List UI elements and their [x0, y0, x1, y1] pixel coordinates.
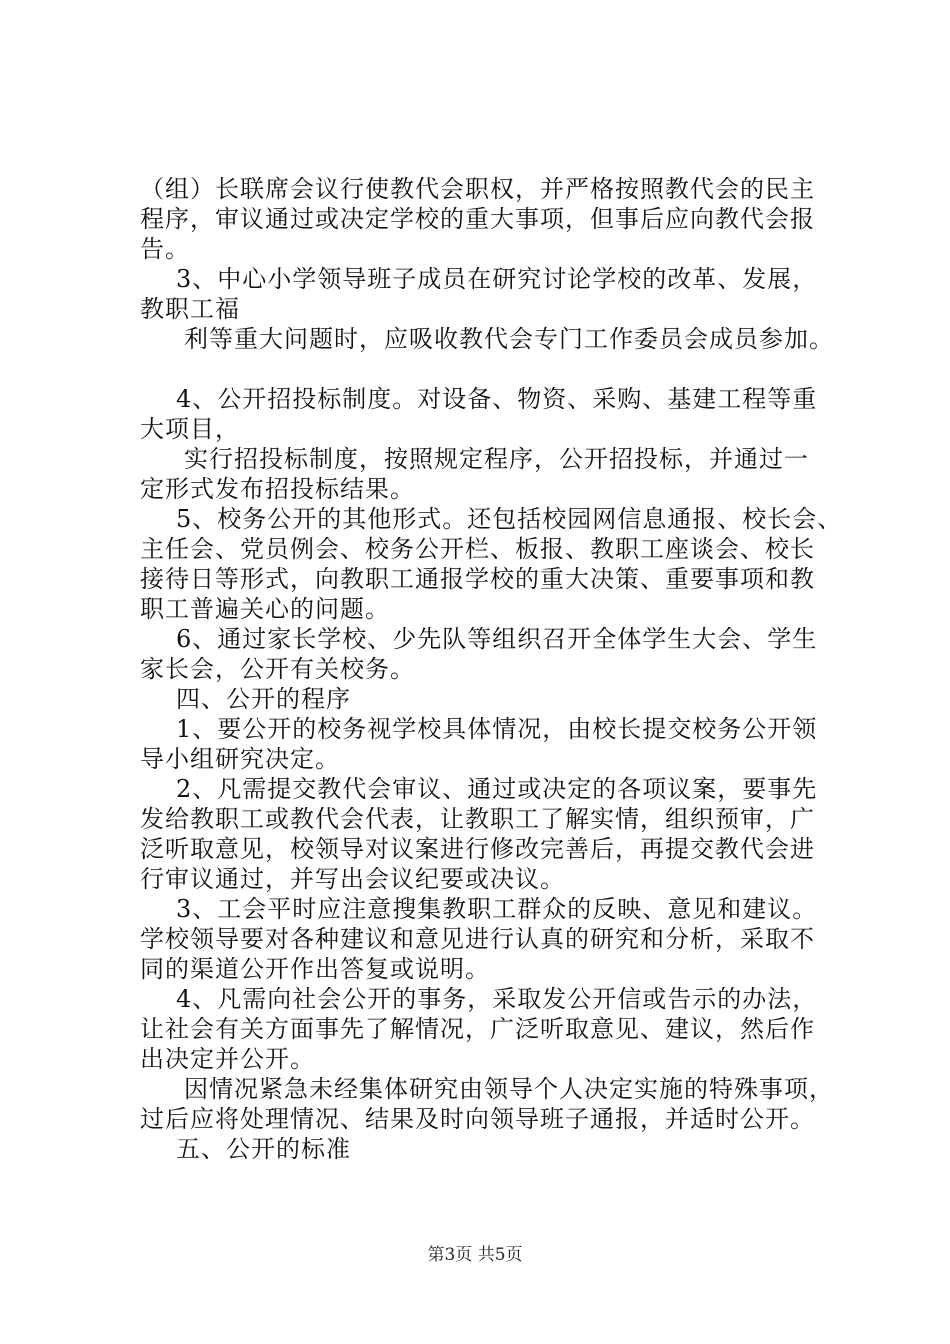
document-body [140, 174, 843, 1164]
text-line: 大项目， [140, 415, 240, 443]
text-line: 6、通过家长学校、少先队等组织召开全体学生大会、学生 [176, 625, 818, 653]
text-line: 职工普遍关心的问题。 [140, 595, 390, 623]
text-line: 过后应将处理情况、结果及时向领导班子通报，并适时公开。 [140, 1105, 815, 1133]
text-line: 3、中心小学领导班子成员在研究讨论学校的改革、发展， [176, 265, 818, 293]
text-line: 接待日等形式，向教职工通报学校的重大决策、重要事项和教 [140, 565, 815, 593]
text-line: 1、要公开的校务视学校具体情况，由校长提交校务公开领 [176, 715, 818, 743]
text-line: 同的渠道公开作出答复或说明。 [140, 955, 490, 983]
text-line: 主任会、党员例会、校务公开栏、板报、教职工座谈会、校长 [140, 535, 815, 563]
text-line: 家长会，公开有关校务。 [140, 655, 415, 683]
text-line: 程序，审议通过或决定学校的重大事项，但事后应向教代会报 [140, 205, 815, 233]
page-footer [0, 1244, 950, 1266]
text-line: 出决定并公开。 [140, 1045, 315, 1073]
section-heading: 五、公开的标准 [176, 1135, 351, 1163]
text-line: 行审议通过，并写出会议纪要或决议。 [140, 865, 565, 893]
text-line: 学校领导要对各种建议和意见进行认真的研究和分析，采取不 [140, 925, 815, 953]
page-number: 第3页 共5页 [427, 1245, 523, 1265]
text-line: 教职工福 [140, 295, 240, 323]
section-heading: 四、公开的程序 [176, 685, 351, 713]
text-line: 4、凡需向社会公开的事务，采取发公开信或告示的办法， [176, 985, 818, 1013]
text-line: 5、校务公开的其他形式。还包括校园网信息通报、校长会、 [176, 505, 843, 533]
text-line: 导小组研究决定。 [140, 745, 340, 773]
text-line: 泛听取意见，校领导对议案进行修改完善后，再提交教代会进 [140, 835, 815, 863]
text-line: 利等重大问题时，应吸收教代会专门工作委员会成员参加。 [184, 325, 834, 353]
text-line: 因情况紧急未经集体研究由领导个人决定实施的特殊事项， [184, 1075, 834, 1103]
text-line: 让社会有关方面事先了解情况，广泛听取意见、建议，然后作 [140, 1015, 815, 1043]
text-line: 实行招投标制度，按照规定程序，公开招投标，并通过一 [184, 445, 809, 473]
paragraph-gap [140, 354, 830, 384]
text-line: 4、公开招投标制度。对设备、物资、采购、基建工程等重 [176, 385, 818, 413]
text-line: 告。 [140, 235, 190, 263]
text-line: 定形式发布招投标结果。 [140, 475, 415, 503]
text-line: 2、凡需提交教代会审议、通过或决定的各项议案，要事先 [176, 775, 818, 803]
text-line: 发给教职工或教代会代表，让教职工了解实情，组织预审，广 [140, 805, 815, 833]
text-line: 3、工会平时应注意搜集教职工群众的反映、意见和建议。 [176, 895, 818, 923]
text-line: （组）长联席会议行使教代会职权，并严格按照教代会的民主 [140, 175, 815, 203]
